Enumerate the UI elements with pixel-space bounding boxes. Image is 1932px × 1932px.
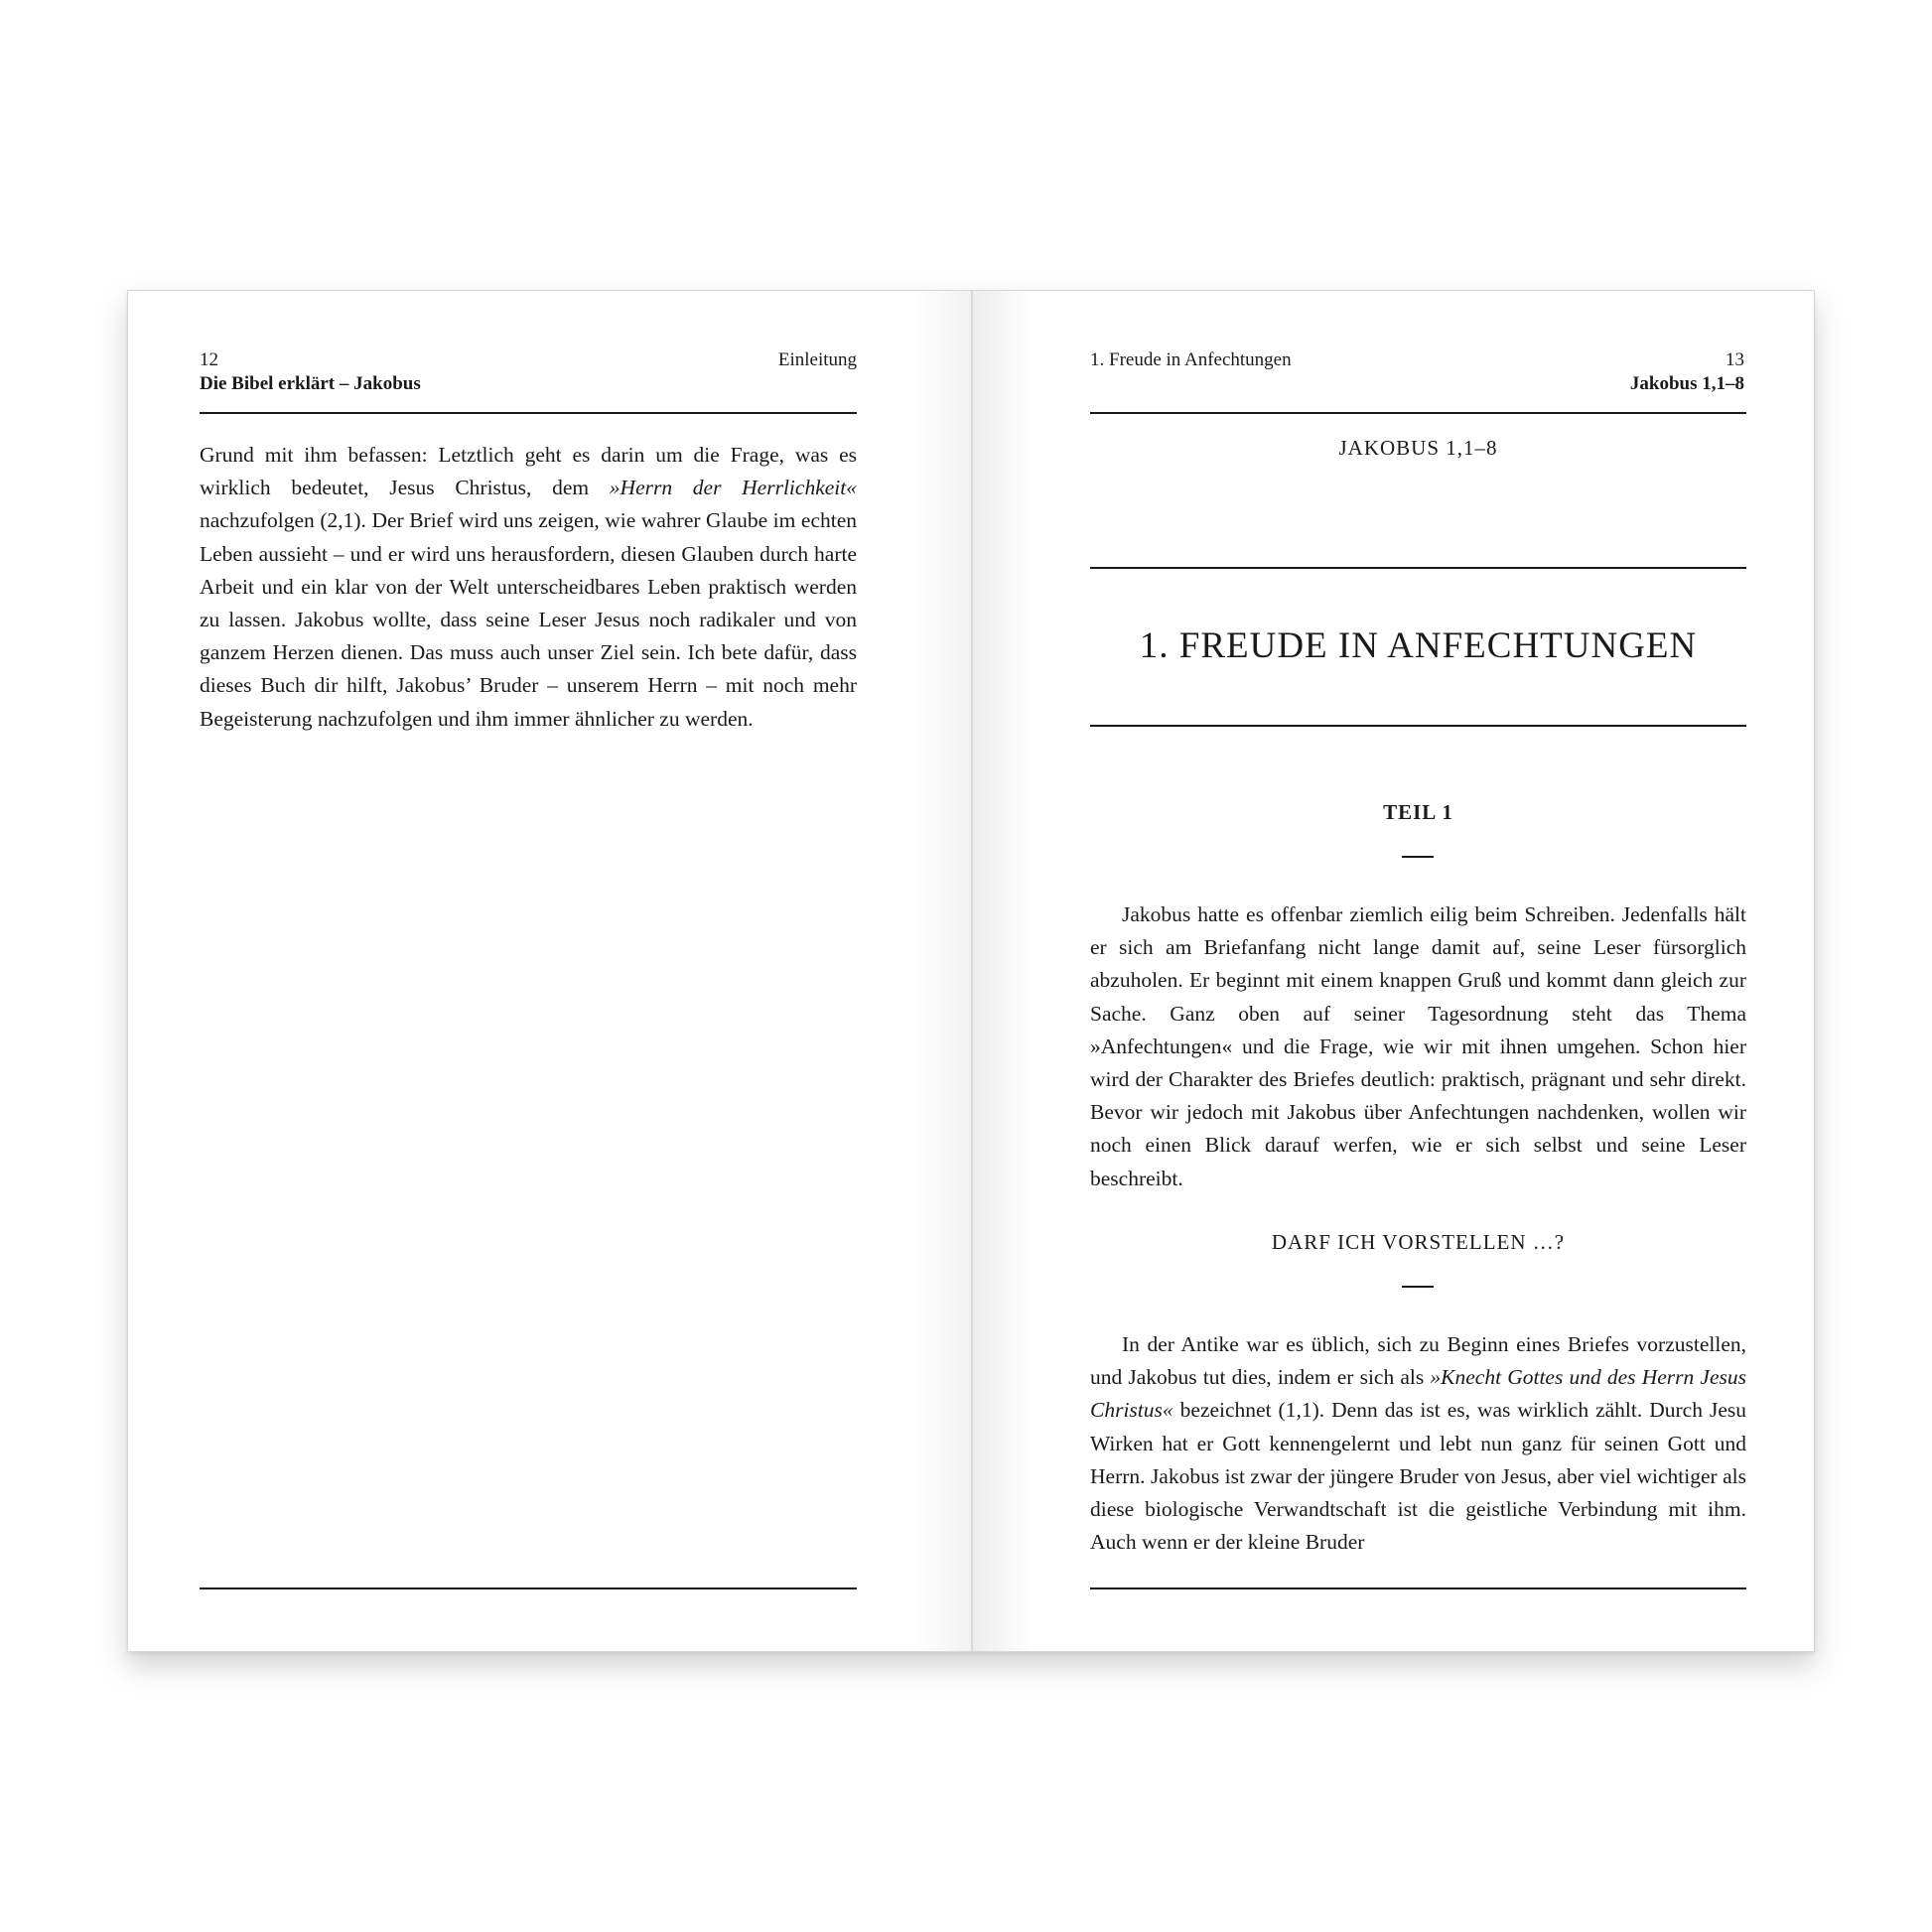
passage-heading: JAKOBUS 1,1–8 (1338, 436, 1498, 460)
right-page-header (1630, 348, 1744, 396)
running-title: Die Bibel erklärt – Jakobus (200, 373, 421, 394)
header-rule (1090, 412, 1746, 414)
page-number: 12 (200, 349, 218, 370)
body-text (1090, 898, 1746, 1195)
text-run: Grund mit ihm befassen: Letztlich geht es darin um die Frage, was es wirklich bedeutet, Jesus Christus, dem (200, 443, 857, 500)
right-page (972, 290, 1815, 1652)
reference-running-title: Jakobus 1,1–8 (1629, 373, 1744, 394)
subheading-dash (1402, 1286, 1434, 1288)
text-run: In der Antike war es üblich, sich zu Beginn eines Briefes vorzustellen, und Jakobus tut dies, indem er sich als (1090, 1332, 1746, 1390)
title-rule-top (1090, 567, 1746, 569)
quote-italic: »Knecht Gottes und des Herrn Jesus Christus« (1090, 1365, 1746, 1423)
gutter-shadow (911, 291, 971, 1651)
footer-rule (1090, 1587, 1746, 1589)
title-rule-bottom (1090, 725, 1746, 727)
body-text (200, 439, 857, 736)
chapter-title: 1. FREUDE IN ANFECHTUNGEN (1139, 625, 1698, 666)
part-dash (1402, 856, 1434, 858)
part-heading: TEIL 1 (1383, 800, 1453, 824)
footer-rule (200, 1587, 857, 1589)
subheading: DARF ICH VORSTELLEN …? (1271, 1230, 1566, 1254)
page-number: 13 (1725, 349, 1744, 370)
header-rule (200, 412, 857, 414)
book-spread (127, 290, 1815, 1652)
left-page (127, 290, 972, 1652)
body-text (1090, 1328, 1746, 1559)
paragraph (1090, 1328, 1746, 1559)
paragraph: Jakobus hatte es offenbar ziemlich eilig beim Schreiben. Jedenfalls hält er sich am Briefanfang nicht lange damit auf, seine Leser fürsorglich abzuholen. Er beginnt mit einem knappen Gruß und kommt dann gleich zur Sache. Ganz oben auf seiner Tagesordnung steht das Thema »Anfechtungen« und die Frage, wie wir mit ihnen umgehen. Schon hier wird der Charakter des Briefes deutlich: praktisch, prägnant und sehr direkt. Bevor wir jedoch mit Jakobus über Anfechtungen nachdenken, wollen wir noch einen Blick darauf werfen, wie er sich selbst und seine Leser beschreibt. (1090, 902, 1746, 1190)
left-page-header (200, 348, 857, 396)
section-label: Einleitung (777, 349, 857, 370)
text-run: nachzufolgen (2,1). Der Brief wird uns zeigen, wie wahrer Glaube im echten Leben aussieht – und er wird uns herausfordern, diesen Glauben durch harte Arbeit und ein klar von der Welt unterscheidbares Leben praktisch werden zu lassen. Jakobus wollte, dass seine Leser Jesus noch radikaler und von ganzem Herzen dienen. Das muss auch unser Ziel sein. Ich bete dafür, dass dieses Buch dir hilft, Jakobus’ Bruder – unserem Herrn – mit noch mehr Begeisterung nachzufolgen und ihm immer ähnlicher zu werden. (200, 508, 857, 731)
quote-italic: »Herrn der Herrlichkeit« (609, 476, 857, 500)
text-run: bezeichnet (1,1). Denn das ist es, was wirklich zählt. Durch Jesu Wirken hat er Gott kennengelernt und lebt nun ganz für seinen Gott und Herrn. Jakobus ist zwar der jüngere Bruder von Jesus, aber viel wichtiger als diese biologische Verwandtschaft ist die geistliche Verbindung mit ihm. Auch wenn er der kleine Bruder (1090, 1398, 1746, 1555)
gutter-shadow (973, 291, 1033, 1651)
chapter-running-title: 1. Freude in Anfechtungen (1090, 349, 1292, 370)
